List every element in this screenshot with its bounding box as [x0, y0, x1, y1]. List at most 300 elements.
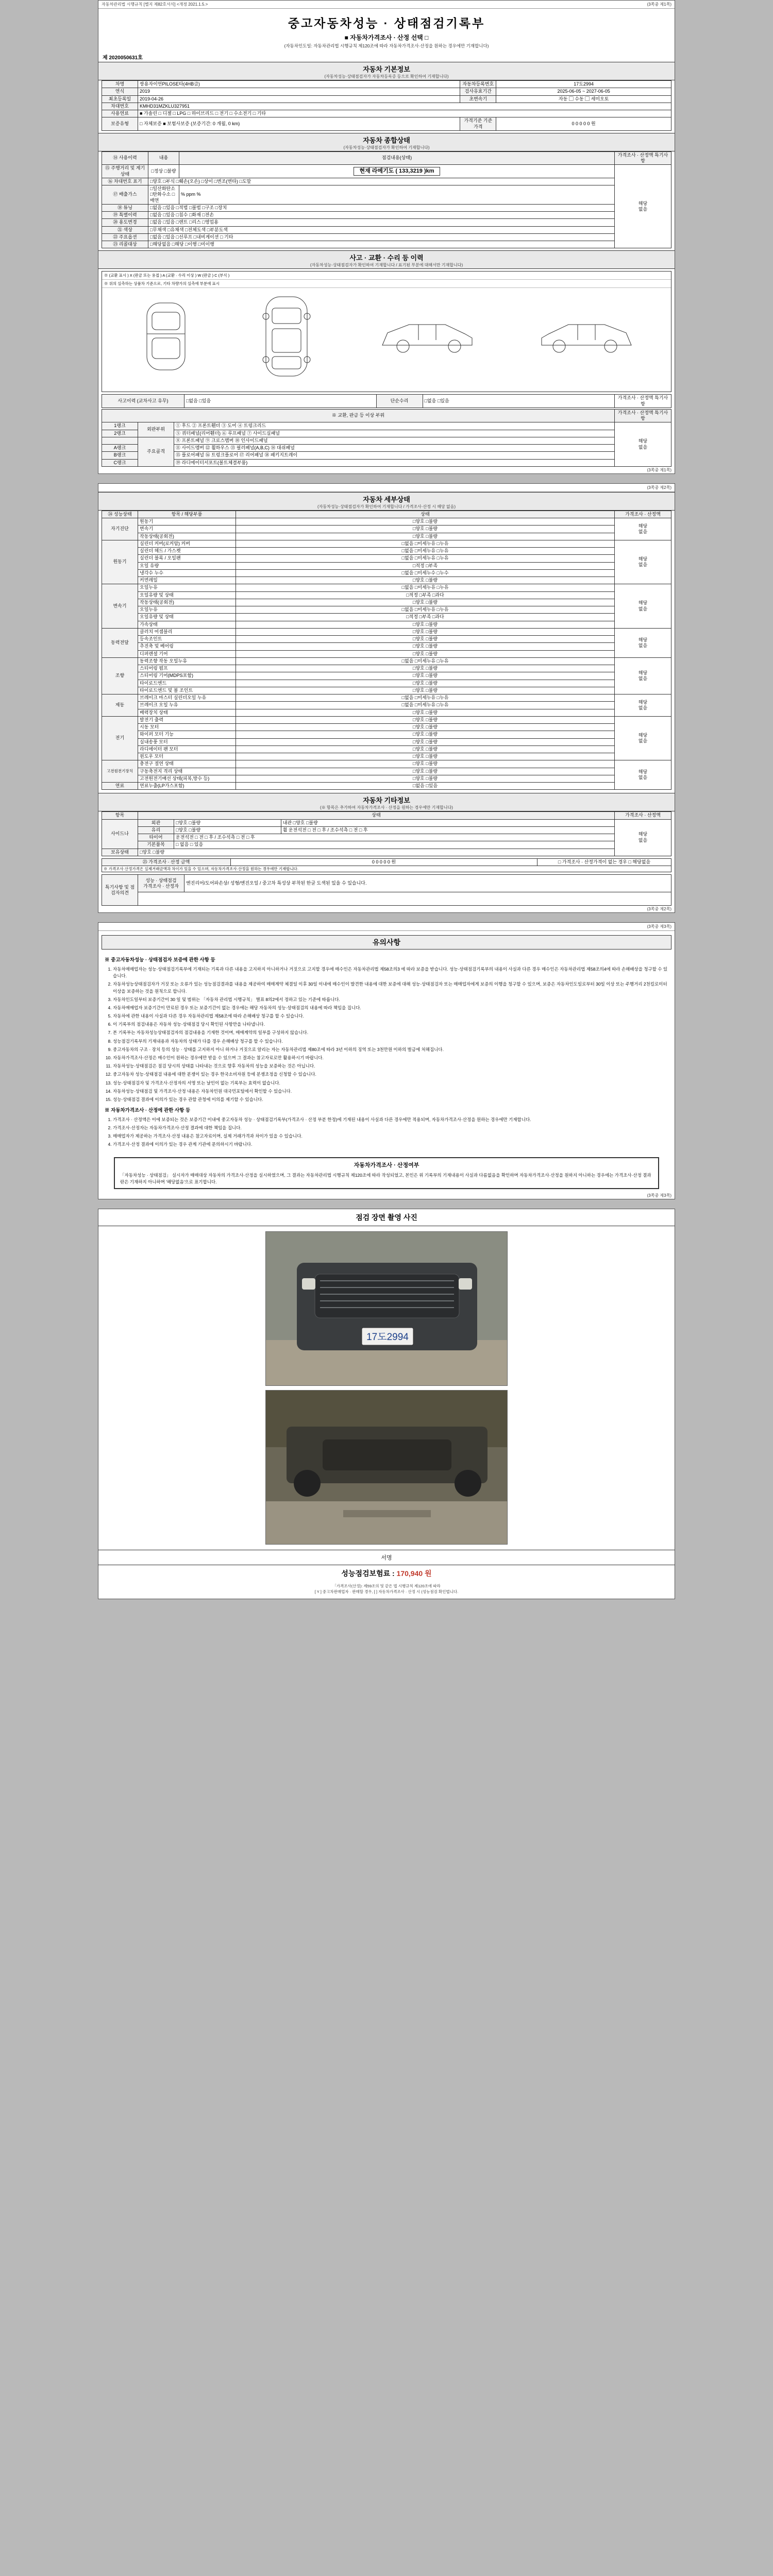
table-row	[102, 745, 671, 753]
detail-state-4-1[interactable]: □양호 □불량	[236, 665, 615, 672]
detail-state-2-3[interactable]: □없음 □미세누유 □누유	[236, 606, 615, 614]
table-row	[102, 110, 671, 117]
table-row	[102, 555, 671, 562]
others-value2-0[interactable]: 내관 □양호 □불량	[281, 819, 614, 826]
car-side-view-left	[378, 313, 476, 361]
detail-state-2-2[interactable]: □양호 □불량	[236, 599, 615, 606]
detail-state-6-1[interactable]: □양호 □불량	[236, 724, 615, 731]
table-row	[102, 81, 671, 88]
value-price: 0 0 0 0 0 원	[496, 117, 671, 131]
car-diagram-row	[102, 288, 671, 386]
detail-item-0-1: 변속기	[138, 526, 236, 533]
list-item: 5. 자동차에 관한 내용이 사실과 다른 경우 자동차관리법 제58조에 따라 손해배상 청구를 할 수 있습니다.	[113, 1013, 668, 1020]
table-row	[102, 204, 671, 211]
detail-state-4-4[interactable]: □양호 □불량	[236, 687, 615, 694]
detail-item-3-2: 추진축 및 베어링	[138, 643, 236, 650]
table-row	[102, 672, 671, 680]
row-label-0: ⑮ 주행거리 및 계기상태	[102, 165, 148, 178]
detail-state-1-2[interactable]: □없음 □미세누유 □누유	[236, 555, 615, 562]
row-label-8: ㉓ 리콜대상	[102, 241, 148, 248]
row-state-3[interactable]: □없음 □있음 □적법 □불법 □구조 □장치	[148, 204, 615, 211]
page-2	[98, 483, 675, 913]
doc-subtitle: ■ 자동차가격조사 · 산정 선택 □	[344, 34, 429, 41]
row-state-5[interactable]: □없음 □있음 □렌트 □리스 □영업용	[148, 219, 615, 226]
detail-state-table	[102, 511, 671, 790]
damaged-parts-table	[102, 409, 671, 467]
list-item: 1. 가격조사 · 산정액은 이에 보증되는 것은 보증기간 이내에 중고자동차 성능 · 상태점검기록부(가격조사 · 산정 부분 한정)에 기재된 내용이 사실과 다른 경우에만 적용되며, 자동차가격조사·산정을 원하는 경우에만 기재합니다.	[113, 1116, 668, 1123]
table-row	[102, 841, 671, 849]
section-basic-info-band	[98, 62, 675, 80]
table-row	[102, 165, 671, 178]
row-state-2[interactable]: □일산화탄소 □탄화수소 □매연	[148, 185, 179, 205]
detail-item-5-2: 배력장치 상태	[138, 709, 236, 716]
value-inspection-period: 2025-06-05 ~ 2027-06-05	[496, 88, 671, 95]
part-items-2: ⑧ 프론트패널 ⑨ 크로스멤버 ⑩ 인사이드패널	[174, 437, 615, 444]
list-item: 3. 매매업자가 제공하는 가격조사·산정 내용은 참고자료이며, 실제 거래가격과 차이가 있을 수 있습니다.	[113, 1133, 668, 1140]
detail-item-7-0: 충전구 절연 상태	[138, 760, 236, 768]
detail-state-4-0[interactable]: □없음 □미세누유 □누유	[236, 657, 615, 665]
others-key-0: 외관	[138, 819, 174, 826]
document-number	[98, 52, 675, 62]
section-overall-title: 자동차 종합상태	[363, 136, 410, 144]
table-row	[102, 643, 671, 650]
notice-list-1	[113, 966, 668, 1103]
detail-state-1-5[interactable]: □양호 □불량	[236, 577, 615, 584]
table-row	[102, 219, 671, 226]
others-value-0[interactable]: □양호 □불량	[174, 819, 281, 826]
page-1	[98, 0, 675, 474]
part-grade-2	[102, 437, 138, 444]
detail-state-5-1[interactable]: □없음 □미세누유 □누유	[236, 702, 615, 709]
detail-state-3-0[interactable]: □양호 □불량	[236, 628, 615, 635]
list-item: 15. 성능·상태점검 결과에 이의가 있는 경우 관할 관청에 이의를 제기할 수 있습니다.	[113, 1096, 668, 1103]
row-mileage-value	[179, 165, 615, 178]
detail-state-3-3[interactable]: □양호 □불량	[236, 650, 615, 657]
label-first-reg: 최초등록일	[102, 95, 138, 103]
detail-item-2-4: 오일유량 및 상태	[138, 614, 236, 621]
total-note: ※ 가격조사·산정가격은 실제거래금액과 차이가 있을 수 있으며, 자동차가격조사·산정을 원하는 경우에만 기재합니다.	[102, 866, 671, 872]
section-others-band	[98, 793, 675, 811]
table-row	[102, 95, 671, 103]
photo-gallery	[98, 1226, 675, 1550]
label-year: 연식	[102, 88, 138, 95]
part-grade-5: C랭크	[102, 459, 138, 466]
page-1-top-note	[98, 1, 675, 9]
section-basic-info-note: (자동차성능·상태점검자가 자동차등록증 등으로 확인하여 기재합니다)	[324, 74, 449, 79]
page-2-foot: (3쪽중 제2쪽)	[647, 907, 671, 912]
photo-bottom-note-2: [ Y ] 중고차판매업자 · 판매할 경우, [ ] 자동차가격조사 · 산정 시 (성능점검 확인법니다.	[314, 1589, 459, 1595]
part-items-0: ① 후드 ② 프론트휀더 ③ 도어 ④ 트렁크리드	[174, 422, 615, 430]
table-row	[102, 518, 671, 526]
table-row	[102, 584, 671, 591]
detail-item-4-4: 타이로드엔드 및 볼 조인트	[138, 687, 236, 694]
label-fuel: 사용연료	[102, 110, 138, 117]
table-row	[102, 459, 671, 466]
others-value-4[interactable]: □양호 □불량	[138, 849, 615, 856]
page-2-number: (3쪽중 제2쪽)	[647, 485, 671, 490]
others-col-1: 상태	[138, 812, 615, 819]
row-label-1: ⑯ 차대번호 표기	[102, 178, 148, 185]
license-plate-front	[361, 1329, 413, 1346]
other-info-table	[102, 811, 671, 856]
diagram-legend-2: ※ 위의 실측하는 상품차 기준으로, 기타 차량가의 실측에 부분에 표시	[102, 280, 671, 288]
others-value-2[interactable]: 운전석전 □ 전 □ 후 / 조수석측 □ 전 □ 후	[174, 834, 615, 841]
row-state-6[interactable]: □무채색 □유채색 □전체도색 □부분도색	[148, 226, 615, 233]
accident-sub-value-0[interactable]: □없음 □있음	[184, 395, 377, 408]
declaration-box	[114, 1157, 659, 1189]
label-reg-no: 자동차등록번호	[460, 81, 496, 88]
others-key-1: 유리	[138, 826, 174, 834]
table-row	[102, 395, 671, 408]
car-side-view-right	[537, 313, 635, 361]
col-state: 점검내용(상태)	[179, 151, 615, 165]
detail-item-5-1: 브레이크 오일 누유	[138, 702, 236, 709]
list-item: 4. 자동차매매업자 보증기간이 만료된 경우 또는 보증기간이 없는 경우에는 해당 자동차의 성능·상태점검의 내용에 따라 책임을 집니다.	[113, 1005, 668, 1011]
table-row	[102, 768, 671, 775]
detail-item-6-3: 실내송풍 모터	[138, 738, 236, 745]
fee-value: 170,940 원	[396, 1569, 432, 1578]
value-warranty: □ 자체보증 ■ 보험사보증 (보증기간: 0 개월, 0 km)	[138, 117, 460, 131]
accident-sub-value-1[interactable]: □없음 □있음	[423, 395, 615, 408]
document-number-value: 2020050631호	[109, 55, 143, 61]
damaged-parts-title: ※ 교환, 판금 등 이상 부위	[102, 409, 615, 422]
col-price: 가격조사 · 산정액 특기사항	[615, 151, 671, 165]
accident-sub-label-1: 단순수리	[376, 395, 423, 408]
detail-item-3-3: 디퍼렌셜 기어	[138, 650, 236, 657]
detail-item-2-0: 오일누유	[138, 584, 236, 591]
detail-state-2-5[interactable]: □양호 □불량	[236, 621, 615, 628]
value-year: 2019	[138, 88, 460, 95]
detail-item-6-5: 윈도우 모터	[138, 753, 236, 760]
detail-price-4: 해당 없음	[615, 657, 671, 694]
table-row	[102, 445, 671, 452]
table-row	[102, 548, 671, 555]
part-items-4: ⑮ 플로어패널 ⑯ 트렁크플로어 ⑰ 리어패널 ⑱ 패키지트레이	[174, 452, 615, 459]
table-row	[102, 650, 671, 657]
row-label-4: ⑲ 특별이력	[102, 212, 148, 219]
remarks-line2-text: 가격조사 · 산정자	[143, 883, 179, 889]
detail-state-5-2[interactable]: □양호 □불량	[236, 709, 615, 716]
car-top-view	[256, 293, 317, 382]
table-row	[102, 606, 671, 614]
detail-state-7-2[interactable]: □양호 □불량	[236, 775, 615, 782]
table-row	[102, 694, 671, 702]
table-row	[102, 437, 671, 444]
detail-item-8-0: 연료누출(LP가스포함)	[138, 783, 236, 790]
detail-price-5: 해당 없음	[615, 694, 671, 717]
row-label-2: ⑰ 배출가스	[102, 185, 148, 205]
detail-item-2-5: 가속상태	[138, 621, 236, 628]
accident-price-header: 가격조사 · 산정액 특기사항	[615, 395, 671, 408]
detail-item-0-2: 작동상태(공회전)	[138, 533, 236, 540]
detail-state-2-4[interactable]: □적정 □부족 □과다	[236, 614, 615, 621]
others-value-3[interactable]: □ 없음 □ 있음	[174, 841, 615, 849]
detail-state-2-1[interactable]: □적정 □부족 □과다	[236, 591, 615, 599]
label-vin: 차대번호	[102, 103, 138, 110]
photo-underbody[interactable]	[265, 1390, 508, 1545]
page-3	[98, 922, 675, 1199]
detail-price-6: 해당 없음	[615, 716, 671, 760]
table-row	[102, 665, 671, 672]
detail-item-6-2: 와이퍼 모터 기능	[138, 731, 236, 738]
others-key-4: 보유상태	[102, 849, 138, 856]
detail-state-0-1[interactable]: □양호 □불량	[236, 526, 615, 533]
detail-item-2-3: 오일누유	[138, 606, 236, 614]
detail-group-5: 제동	[102, 694, 138, 717]
others-col-2: 가격조사 · 산정액	[615, 812, 671, 819]
table-row	[102, 178, 671, 185]
detail-col-3: 가격조사 · 산정액	[615, 511, 671, 518]
table-row	[102, 892, 671, 906]
table-row	[102, 858, 671, 866]
label-inspection-period: 검사유효기간	[460, 88, 496, 95]
row-label-6: ㉑ 색상	[102, 226, 148, 233]
table-row	[102, 849, 671, 856]
detail-col-0: ㉔ 성능상태	[102, 511, 138, 518]
signature-label: 서명	[381, 1555, 392, 1562]
detail-state-3-1[interactable]: □양호 □불량	[236, 636, 615, 643]
detail-item-2-1: 오일유량 및 상태	[138, 591, 236, 599]
table-header-row	[102, 151, 671, 165]
section-others-note: (※ 항목은 추가하여 자동차가격조사 · 산정을 원하는 경우에만 기재합니다)	[320, 805, 453, 810]
table-row	[102, 724, 671, 731]
page-title: 중고자동차성능 · 상태점검기록부	[288, 16, 485, 30]
detail-state-3-2[interactable]: □양호 □불량	[236, 643, 615, 650]
detail-item-0-0: 원동기	[138, 518, 236, 526]
damaged-parts-price-header: 가격조사 · 산정액 특기사항	[615, 409, 671, 422]
detail-item-4-1: 스티어링 펌프	[138, 665, 236, 672]
detail-state-1-1[interactable]: □없음 □미세누유 □누유	[236, 548, 615, 555]
section-detail-band	[98, 492, 675, 511]
others-key-2: 타이어	[138, 834, 174, 841]
section-accident-title: 사고 · 교환 · 수리 등 이력	[349, 254, 424, 262]
basic-info-table	[102, 80, 671, 131]
remarks-extra[interactable]	[138, 892, 671, 906]
detail-item-6-1: 시동 모터	[138, 724, 236, 731]
document-number-label: 제	[103, 55, 108, 61]
list-item: 4. 가격조사·산정 결과에 이의가 있는 경우 관계 기관에 문의하시기 바랍니다.	[113, 1141, 668, 1148]
form-reference: 자동차관리법 시행규칙 [별지 제82호서식] <개정 2021.1.5.>	[102, 2, 208, 7]
table-row	[102, 636, 671, 643]
detail-state-0-0[interactable]: □양호 □불량	[236, 518, 615, 526]
detail-price-0: 해당 없음	[615, 518, 671, 540]
row-state-4[interactable]: □없음 □있음 □침수 □화재 □전손	[148, 212, 615, 219]
detail-state-6-0[interactable]: □양호 □불량	[236, 716, 615, 723]
detail-group-0: 자기진단	[102, 518, 138, 540]
detail-state-8-0[interactable]: □없음 □있음	[236, 783, 615, 790]
list-item: 11. 자동차성능·상태점검은 점검 당시의 상태를 나타내는 것으로 향후 자동차의 성능을 보증하는 것은 아닙니다.	[113, 1063, 668, 1070]
part-items-3: ⑪ 사이드멤버 ⑫ 휠하우스 ⑬ 필러패널(A,B,C) ⑭ 대쉬패널	[174, 445, 615, 452]
table-row	[102, 716, 671, 723]
part-group-exterior: 외판부위	[138, 422, 174, 437]
table-row	[102, 591, 671, 599]
row-detail-2: % ppm %	[179, 185, 615, 205]
mileage-box: 현재 라메기도 ( 133,3219 )km	[354, 167, 440, 176]
others-side-label: 사이드나	[102, 819, 138, 849]
row-label-5: ⑳ 용도변경	[102, 219, 148, 226]
page-3-foot: (3쪽중 제3쪽)	[647, 1193, 671, 1198]
part-grade-3: A랭크	[102, 445, 138, 452]
detail-state-5-0[interactable]: □없음 □미세누유 □누유	[236, 694, 615, 702]
section-basic-info-title: 자동차 기본정보	[363, 65, 410, 73]
photo-front-image	[266, 1232, 508, 1386]
detail-group-7: 고전원전기장치	[102, 760, 138, 783]
list-item: 2. 자동차성능상태점검자가 거짓 또는 오류가 있는 성능점검결과를 내용을 제공하여 매매계약 체결일 이후 30일 이내에 매수인이 발견한 내용에 대한 보증에 대해 성능·상태점검자 또는 매매업자에게 보증의 이행을 청구할 수 있으며, 보증은 자동차인도일로부터 30일 이상 또는 주행거리 2천킬로미터 이상을 보증하는 것을 원칙으로 합니다.	[113, 981, 668, 994]
detail-item-6-4: 라디에이터 팬 모터	[138, 745, 236, 753]
list-item: 14. 자동차성능·상태점검 및 가격조사·산정 내용은 자동차민원 대국민포털에서 확인할 수 있습니다.	[113, 1088, 668, 1095]
row-state-8[interactable]: □해당없음 □해당 □이행 □미이행	[148, 241, 615, 248]
photo-bottom-note-1: 「가격조사(산정): 제59조의 및 같은 법 시행규칙 제120조에 따라	[332, 1584, 441, 1589]
detail-state-4-3[interactable]: □양호 □불량	[236, 680, 615, 687]
table-row	[102, 614, 671, 621]
label-price: 가격기준 기준가격	[460, 117, 496, 131]
notice-list-2	[113, 1116, 668, 1148]
part-group-frame: 주요골격	[138, 437, 174, 466]
table-row	[102, 569, 671, 577]
doc-subnote: (자동차인도일: 자동차관리법 시행규칙 제120조에 따라 자동차가격조사·산정을 원하는 경우에만 기재합니다)	[284, 43, 489, 48]
declaration-text: 「자동차성능 · 상태점검」 실시자가 매매대상 자동차의 가격조사·산정을 실시하였으며, 그 결과는 자동차관리법 시행규칙 제120조에 따라 작성되었고, 본인은 위 기록부의 기재내용이 사실과 다름없음을 확인하며 자동차가격조사·산정을 원하지 아니하는 경우에는 가격조사·산정 결과란은 기재하지 아니하며 '해당없음'으로 표기합니다.	[120, 1172, 651, 1184]
table-row	[102, 430, 671, 437]
table-row	[102, 562, 671, 569]
detail-item-3-0: 클러치 어셈블리	[138, 628, 236, 635]
detail-item-4-2: 스티어링 기어(MDPS포함)	[138, 672, 236, 680]
row-label-3: ⑱ 튜닝	[102, 204, 148, 211]
page-3-top-note	[98, 923, 675, 931]
detail-price-2: 해당 없음	[615, 584, 671, 629]
label-warranty: 보증유형	[102, 117, 138, 131]
label-car-name: 차명	[102, 81, 138, 88]
others-col-0: 항목	[102, 812, 138, 819]
accident-sub-label-0: 사고이력 (교차사고 유무)	[102, 395, 184, 408]
detail-state-2-0[interactable]: □없음 □미세누유 □누유	[236, 584, 615, 591]
page-4	[98, 1209, 675, 1599]
detail-state-6-3[interactable]: □양호 □불량	[236, 738, 615, 745]
table-row	[102, 775, 671, 782]
remarks-label: 특기사항 및 점검자의견	[102, 875, 138, 906]
value-car-name: 쌍용자이언PILOSE타(4HB급)	[138, 81, 460, 88]
detail-state-7-0[interactable]: □양호 □불량	[236, 760, 615, 768]
table-row	[102, 680, 671, 687]
section-others-title: 자동차 기타정보	[363, 796, 410, 805]
part-grade-0: 1랭크	[102, 422, 138, 430]
detail-item-6-0: 발전기 출력	[138, 716, 236, 723]
photo-underbody-image	[266, 1391, 508, 1545]
diagram-legend: ※ (교환 표시 ) X (판금 또는 용접 ) A (교환 · 수리 이상 ) W (판금 ) C (부식 )	[102, 272, 671, 280]
label-transmission: 초변속기	[460, 95, 496, 103]
detail-col-1: 항목 / 해당부품	[138, 511, 236, 518]
detail-state-7-1[interactable]: □양호 □불량	[236, 768, 615, 775]
others-value-1[interactable]: □양호 □불량	[174, 826, 281, 834]
detail-state-1-0[interactable]: □없음 □미세누유 □누유	[236, 540, 615, 547]
value-reg-no: 17도2994	[496, 81, 671, 88]
detail-item-1-2: 실린더 블록 / 오일팬	[138, 555, 236, 562]
table-row	[102, 233, 671, 241]
detail-state-1-4[interactable]: □없음 □미세누수 □누수	[236, 569, 615, 577]
car-side-left-icon	[378, 313, 476, 360]
photo-bottom-note	[98, 1582, 675, 1599]
total-check[interactable]: □ 가격조사 · 산정가격이 없는 경우 □ 해당없음	[537, 858, 671, 866]
others-price: 해당 없음	[615, 819, 671, 856]
table-header-row	[102, 511, 671, 518]
total-label: ㉕ 가격조사 · 산정 금액	[102, 858, 231, 866]
detail-item-4-3: 타이로드엔드	[138, 680, 236, 687]
table-row	[102, 760, 671, 768]
table-row	[102, 212, 671, 219]
detail-item-7-2: 고전원전기배선 상태(피복,방수 등)	[138, 775, 236, 782]
table-row	[102, 533, 671, 540]
table-row	[102, 731, 671, 738]
photo-section-title: 점검 장면 촬영 사진	[98, 1209, 675, 1226]
row-state-1[interactable]: □양호 □부식 □훼손(오손) □상이 □변조(변타) □도말	[148, 178, 615, 185]
table-row	[102, 875, 671, 892]
detail-group-4: 조향	[102, 657, 138, 694]
car-top-icon	[256, 293, 317, 380]
detail-state-0-2[interactable]: □양호 □불량	[236, 533, 615, 540]
damaged-parts-price: 해당 없음	[615, 422, 671, 467]
table-row	[102, 526, 671, 533]
table-row	[102, 117, 671, 131]
car-side-right-icon	[537, 313, 635, 360]
table-row	[102, 226, 671, 233]
section-accident-note: (자동차성능·상태점검자가 확인하여 기재합니다 / 표기된 부분에 대해서만 기재합니다)	[310, 263, 463, 268]
list-item: 1. 자동차매매업자는 성능·상태점검기록부에 기재되는 기록과 다른 내용을 고지하지 아니하거나 거짓으로 고지할 경우에 매수인은 자동차관리법 제58조의3 에 따라 보증을 받습니다. 성능·상태점검기록부의 내용이 사실과 다른 경우 매수인은 자동차관리법 제58조의4에 따라 손해배상을 청구할 수 있습니다.	[113, 966, 668, 979]
table-header-row	[102, 812, 671, 819]
detail-item-1-3: 오일 유량	[138, 562, 236, 569]
list-item: 7. 본 기록부는 자동차성능상태점검자의 점검내용을 기재한 것이며, 매매계약의 일부를 구성하지 않습니다.	[113, 1029, 668, 1036]
overall-price-column: 해당 없음	[615, 165, 671, 248]
detail-state-6-2[interactable]: □양호 □불량	[236, 731, 615, 738]
detail-state-6-4[interactable]: □양호 □불량	[236, 745, 615, 753]
detail-group-3: 동력전달	[102, 628, 138, 657]
remarks-line1-text: 성능 · 상태점검	[145, 877, 177, 883]
declaration-title: 자동차가격조사 · 산정여부	[354, 1162, 419, 1169]
table-row	[102, 452, 671, 459]
detail-state-6-5[interactable]: □양호 □불량	[236, 753, 615, 760]
table-header-row	[102, 409, 671, 422]
page-1-foot: (3쪽중 제1쪽)	[647, 467, 671, 472]
detail-item-1-4: 냉각수 누수	[138, 569, 236, 577]
accident-history-table	[102, 394, 671, 408]
detail-item-1-5: 커먼레일	[138, 577, 236, 584]
photo-front[interactable]	[265, 1231, 508, 1386]
table-row	[102, 621, 671, 628]
row-state-0[interactable]: □정상 □불량	[148, 165, 179, 178]
detail-price-1: 해당 없음	[615, 540, 671, 584]
list-item: 10. 자동차가격조사·산정은 매수인이 원하는 경우에만 받을 수 있으며 그 결과는 참고자료로만 활용하시기 바랍니다.	[113, 1055, 668, 1061]
notice-body	[98, 952, 675, 1154]
car-front-view	[138, 298, 194, 377]
value-first-reg: 2019-04-26	[138, 95, 460, 103]
others-value2-1[interactable]: 휠 운전석전 □ 전 □ 후 / 조수석측 □ 전 □ 후	[281, 826, 614, 834]
value-fuel: ■ 가솔린 □ 디젤 □ LPG □ 하이브리드 □ 전기 □ 수소전기 □ 기타	[138, 110, 671, 117]
remarks-text[interactable]: 엔진리어/도어파손상/ 성형/엔진오일 / 중고차 특성상 부착된 한글 도색된 있을 수 있습니다.	[184, 875, 671, 892]
table-row	[102, 834, 671, 841]
signature-row[interactable]	[98, 1550, 675, 1565]
detail-item-3-1: 등속조인트	[138, 636, 236, 643]
detail-state-4-2[interactable]: □양호 □불량	[236, 672, 615, 680]
detail-item-4-0: 동력조향 작동 오일누유	[138, 657, 236, 665]
row-state-7[interactable]: □없음 □있음 □선루프 □내비게이션 □ 기타	[148, 233, 615, 241]
list-item: 6. 이 기록부의 점검내용은 자동차 성능·상태점검 당시 확인된 사항만을 나타냅니다.	[113, 1021, 668, 1028]
detail-state-1-3[interactable]: □적정 □부족	[236, 562, 615, 569]
detail-item-5-0: 브레이크 마스터 실린더오일 누유	[138, 694, 236, 702]
remarks-line1	[138, 875, 184, 892]
notice-section-1-title: ※ 중고자동차성능 · 상태점검자 보증에 관한 사항 등	[105, 957, 215, 963]
car-damage-diagram[interactable]	[102, 271, 671, 392]
detail-group-1: 원동기	[102, 540, 138, 584]
detail-item-1-0: 실린더 커버(로커암) 커버	[138, 540, 236, 547]
table-row	[102, 866, 671, 872]
